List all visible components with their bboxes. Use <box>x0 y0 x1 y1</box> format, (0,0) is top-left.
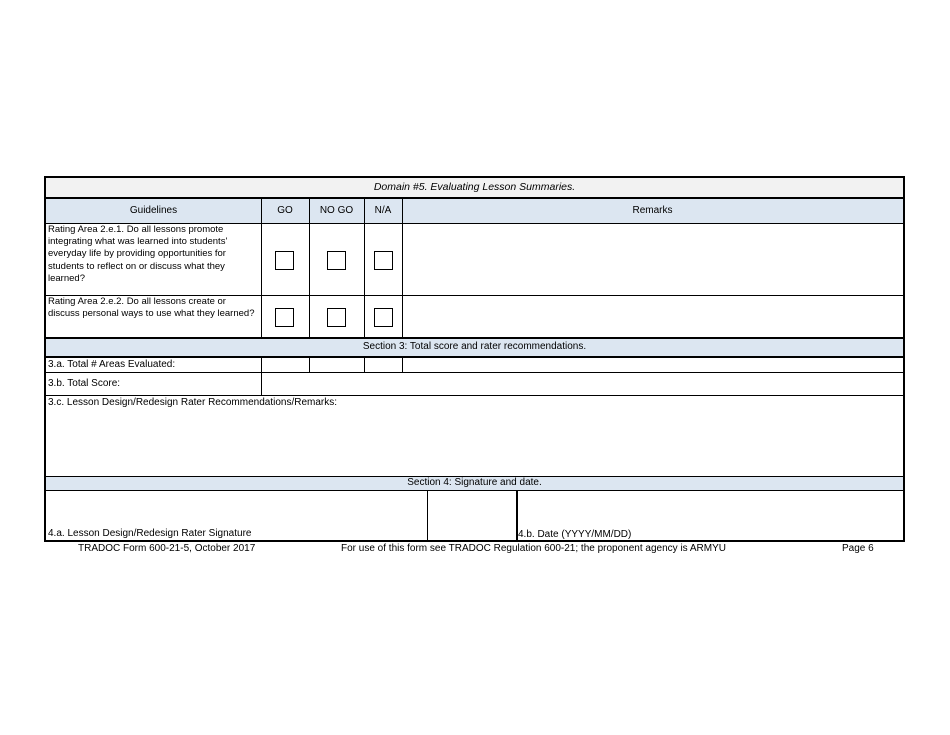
rating-area-1-no-go-checkbox[interactable] <box>327 251 346 270</box>
signature-label: 4.a. Lesson Design/Redesign Rater Signature <box>48 528 252 539</box>
rating-area-2-na-checkbox[interactable] <box>374 308 393 327</box>
page-number: Page 6 <box>842 543 874 554</box>
guidelines-header: Guidelines <box>129 205 178 216</box>
domain-title: Domain #5. Evaluating Lesson Summaries. <box>373 181 576 193</box>
total-areas-remarks-field[interactable] <box>403 357 902 372</box>
total-areas-na-field[interactable] <box>365 357 402 372</box>
rating-area-2-no-go-checkbox[interactable] <box>327 308 346 327</box>
na-header: N/A <box>374 205 392 216</box>
recommendations-field[interactable] <box>48 410 901 474</box>
go-header: GO <box>277 205 293 216</box>
rating-area-2-go-checkbox[interactable] <box>275 308 294 327</box>
rating-area-2-text: Rating Area 2.e.2. Do all lessons create or discuss personal ways to use what they learned? <box>48 296 255 320</box>
total-areas-label: 3.a. Total # Areas Evaluated: <box>48 359 176 370</box>
rating-area-1-remarks-field[interactable] <box>403 224 902 294</box>
form-usage-note: For use of this form see TRADOC Regulation 600-21; the proponent agency is ARMYU <box>341 543 727 554</box>
rating-area-2-remarks-field[interactable] <box>403 296 902 336</box>
rating-area-1-text: Rating Area 2.e.1. Do all lessons promote integrating what was learned into students' everyday life by providing opportunities for students to reflect on or discuss what they learned? <box>48 224 228 284</box>
no-go-header: NO GO <box>319 205 354 216</box>
date-label: 4.b. Date (YYYY/MM/DD) <box>518 529 632 540</box>
section-3-title: Section 3: Total score and rater recommendations. <box>362 341 587 352</box>
rating-area-1-go-checkbox[interactable] <box>275 251 294 270</box>
total-areas-go-field[interactable] <box>262 357 309 372</box>
total-score-field[interactable] <box>262 373 902 395</box>
form-id: TRADOC Form 600-21-5, October 2017 <box>78 543 256 554</box>
evaluation-form <box>44 176 905 542</box>
total-score-label: 3.b. Total Score: <box>48 378 121 389</box>
remarks-header: Remarks <box>632 205 673 216</box>
total-areas-no-go-field[interactable] <box>310 357 364 372</box>
recommendations-label: 3.c. Lesson Design/Redesign Rater Recommendations/Remarks: <box>48 397 338 408</box>
rating-area-1-na-checkbox[interactable] <box>374 251 393 270</box>
section-4-title: Section 4: Signature and date. <box>407 477 542 488</box>
